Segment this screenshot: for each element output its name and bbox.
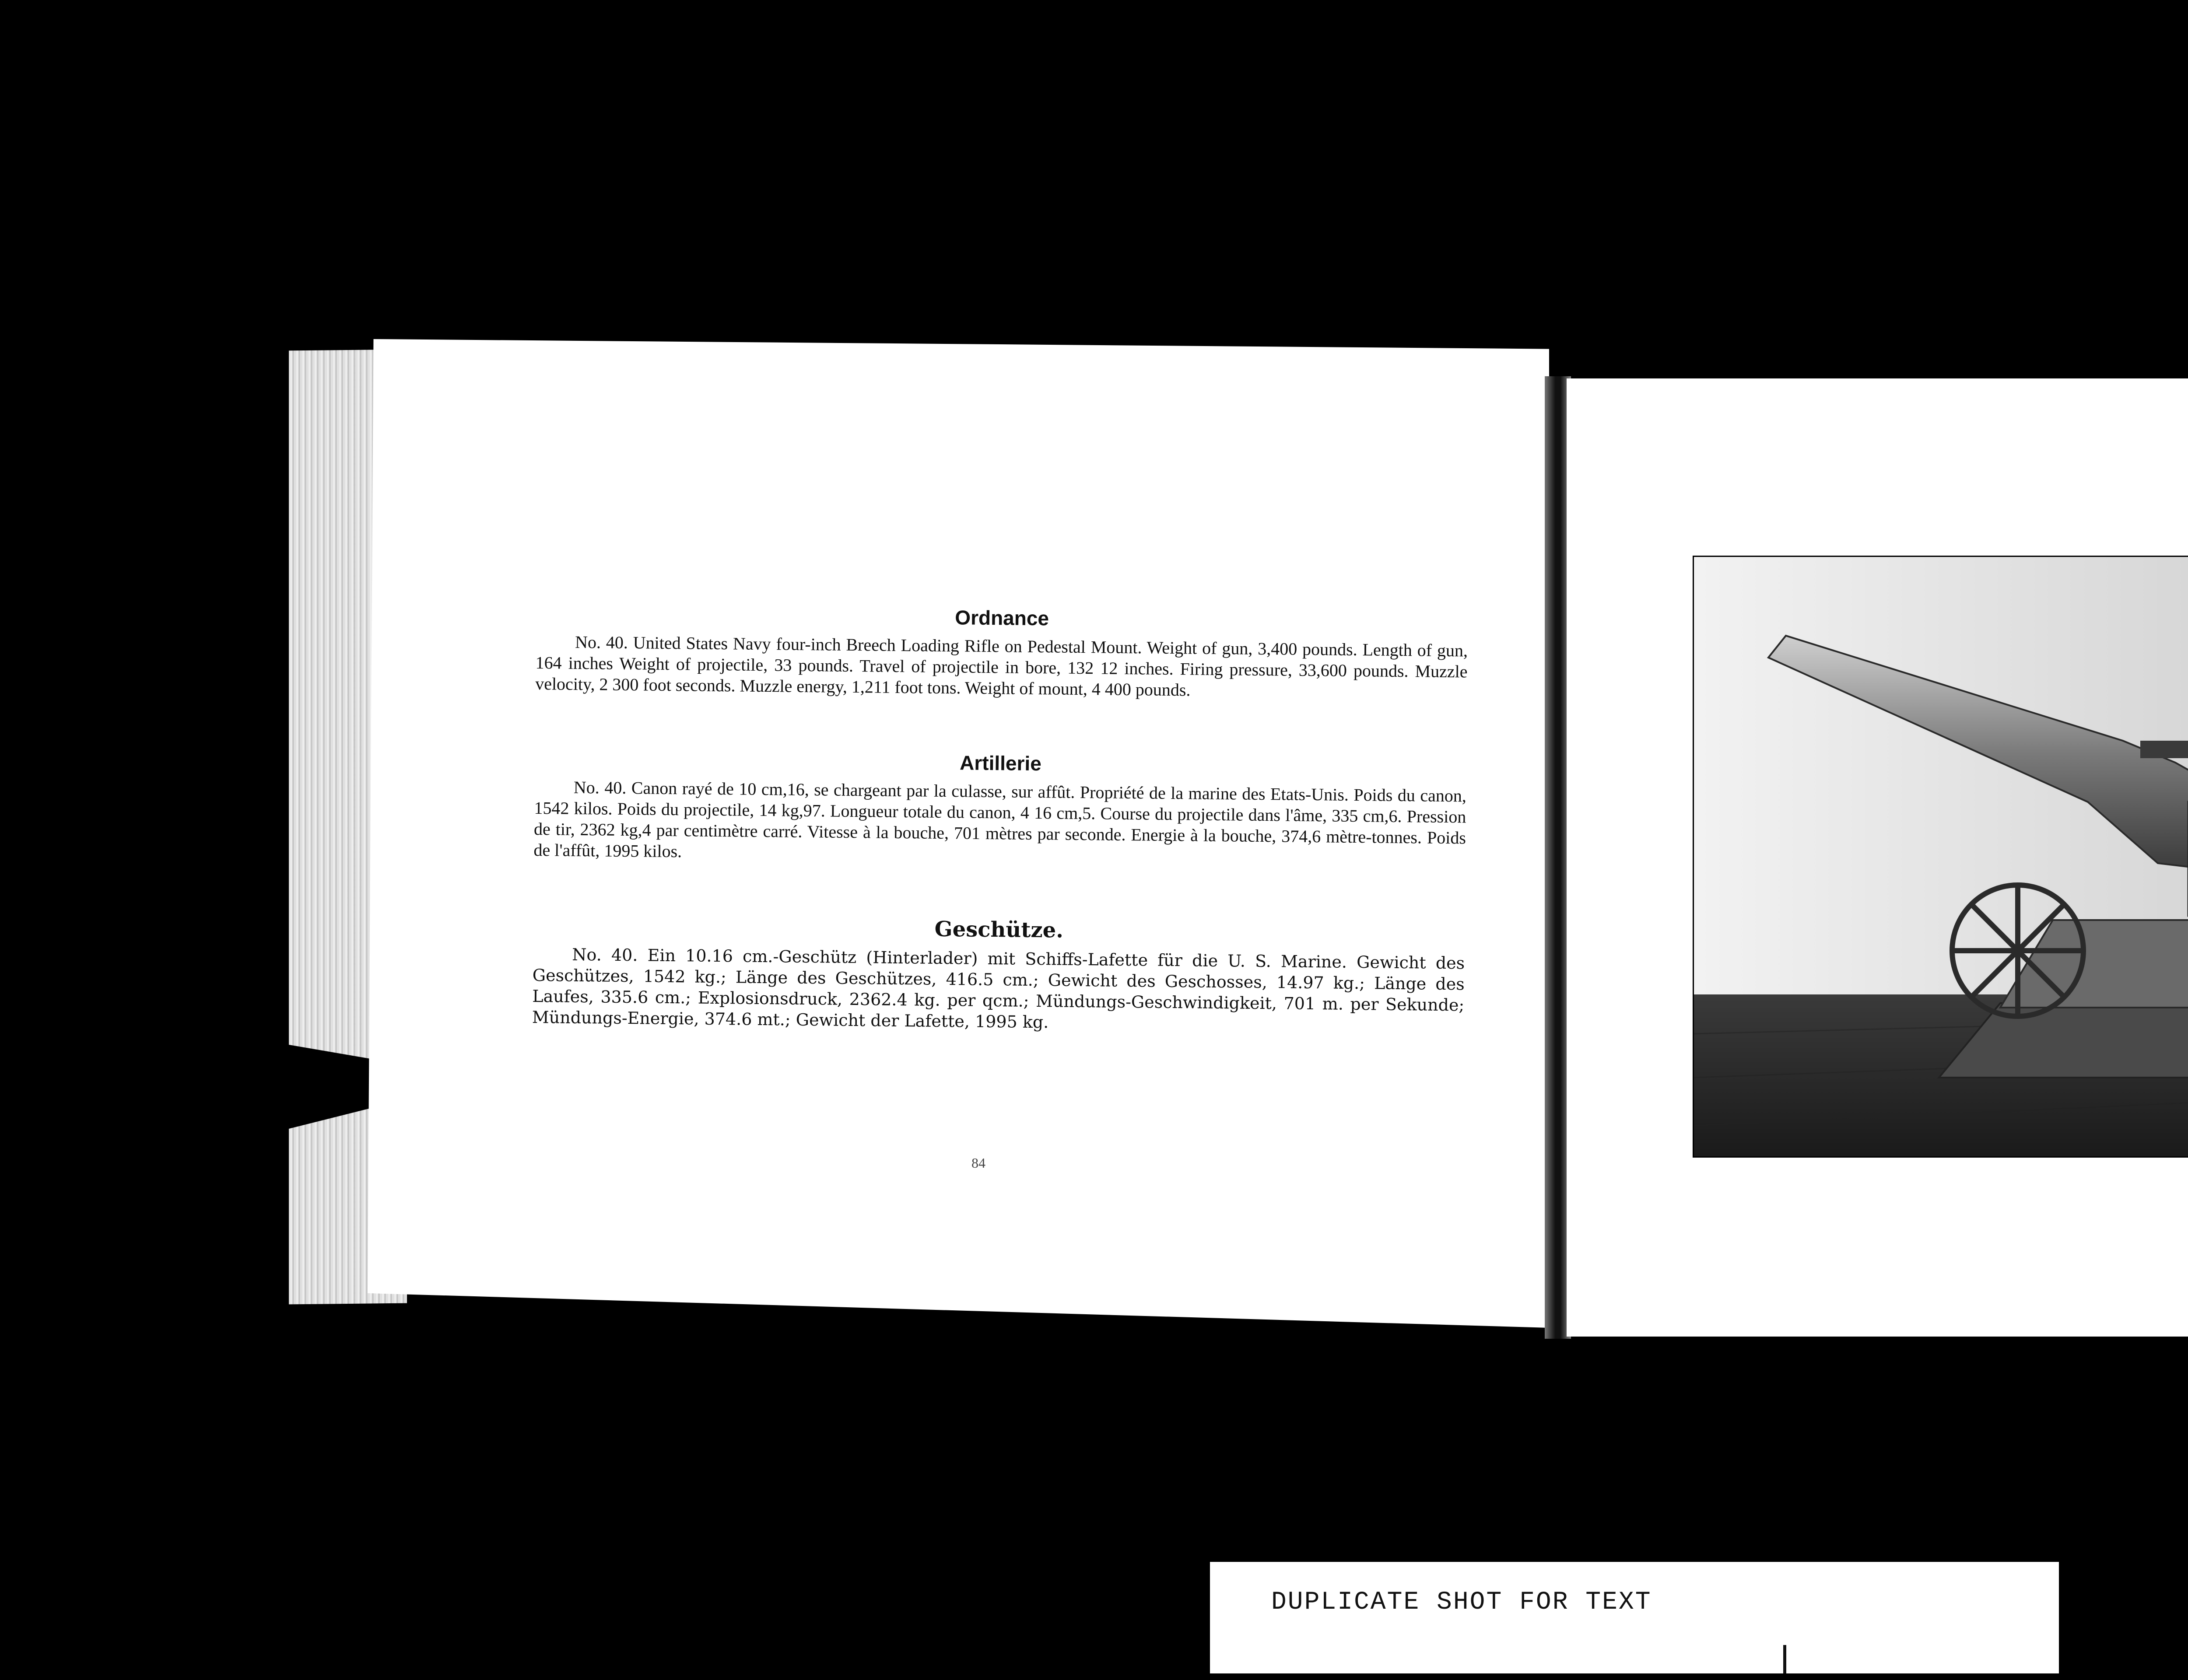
left-page-text	[531, 602, 1468, 1089]
section-body-artillerie: No. 40. Canon rayé de 10 cm,16, se chargeant par la culasse, sur affût. Propriété de la marine des Etats-Unis. Poids du canon, 1542 kilos. Poids du projectile, 14 kg,97. Longueur totale du canon, 4 16 cm,5. Course du projectile dans l'âme, 335 cm,6. Pression de tir, 2362 kg,4 par centimètre carré. Vitesse à la bouche, 701 mètres par seconde. Energie à la bouche, 374,6 mètre-tonnes. Poids de l'affût, 1995 kilos.	[533, 777, 1467, 861]
page-number: 84	[971, 1155, 985, 1171]
training-handwheel	[1952, 885, 2083, 1016]
label-text: DUPLICATE SHOT FOR TEXT	[1271, 1588, 1652, 1617]
duplicate-shot-label	[1210, 1562, 2059, 1673]
label-tick-mark	[1783, 1645, 1786, 1673]
section-body-geschuetze: No. 40. Ein 10.16 cm.-Geschütz (Hinterlader) mit Schiffs-Lafette für die U. S. Marine. Gewicht des Geschützes, 1542 kg.; Länge des Geschützes, 416.5 cm.; Gewicht des Geschosses, 14.97 kg.; Länge des Laufes, 335.6 cm.; Explosionsdruck, 2362.4 kg. per qcm.; Mündungs-Geschwindigkeit, 701 m. per Sekunde; Mündungs-Energie, 374.6 mt.; Gewicht der Lafette, 1995 kg.	[532, 945, 1465, 1032]
section-title-artillerie: Artillerie	[959, 751, 1042, 775]
section-title-geschuetze: Geschütze.	[934, 917, 1064, 943]
gun-photo-illustration	[1694, 557, 2188, 1156]
gun-photograph	[1693, 556, 2188, 1158]
gun-sight	[2140, 741, 2188, 758]
section-body-ordnance: No. 40. United States Navy four-inch Breech Loading Rifle on Pedestal Mount. Weight of gun, 3,400 pounds. Length of gun, 164 inches Weight of projectile, 33 pounds. Travel of projectile in bore, 132 12 inches. Firing pressure, 33,600 pounds. Muzzle velocity, 2 300 foot seconds. Muzzle energy, 1,211 foot tons. Weight of mount, 4 400 pounds.	[535, 632, 1468, 700]
section-title-ordnance: Ordnance	[955, 606, 1049, 630]
